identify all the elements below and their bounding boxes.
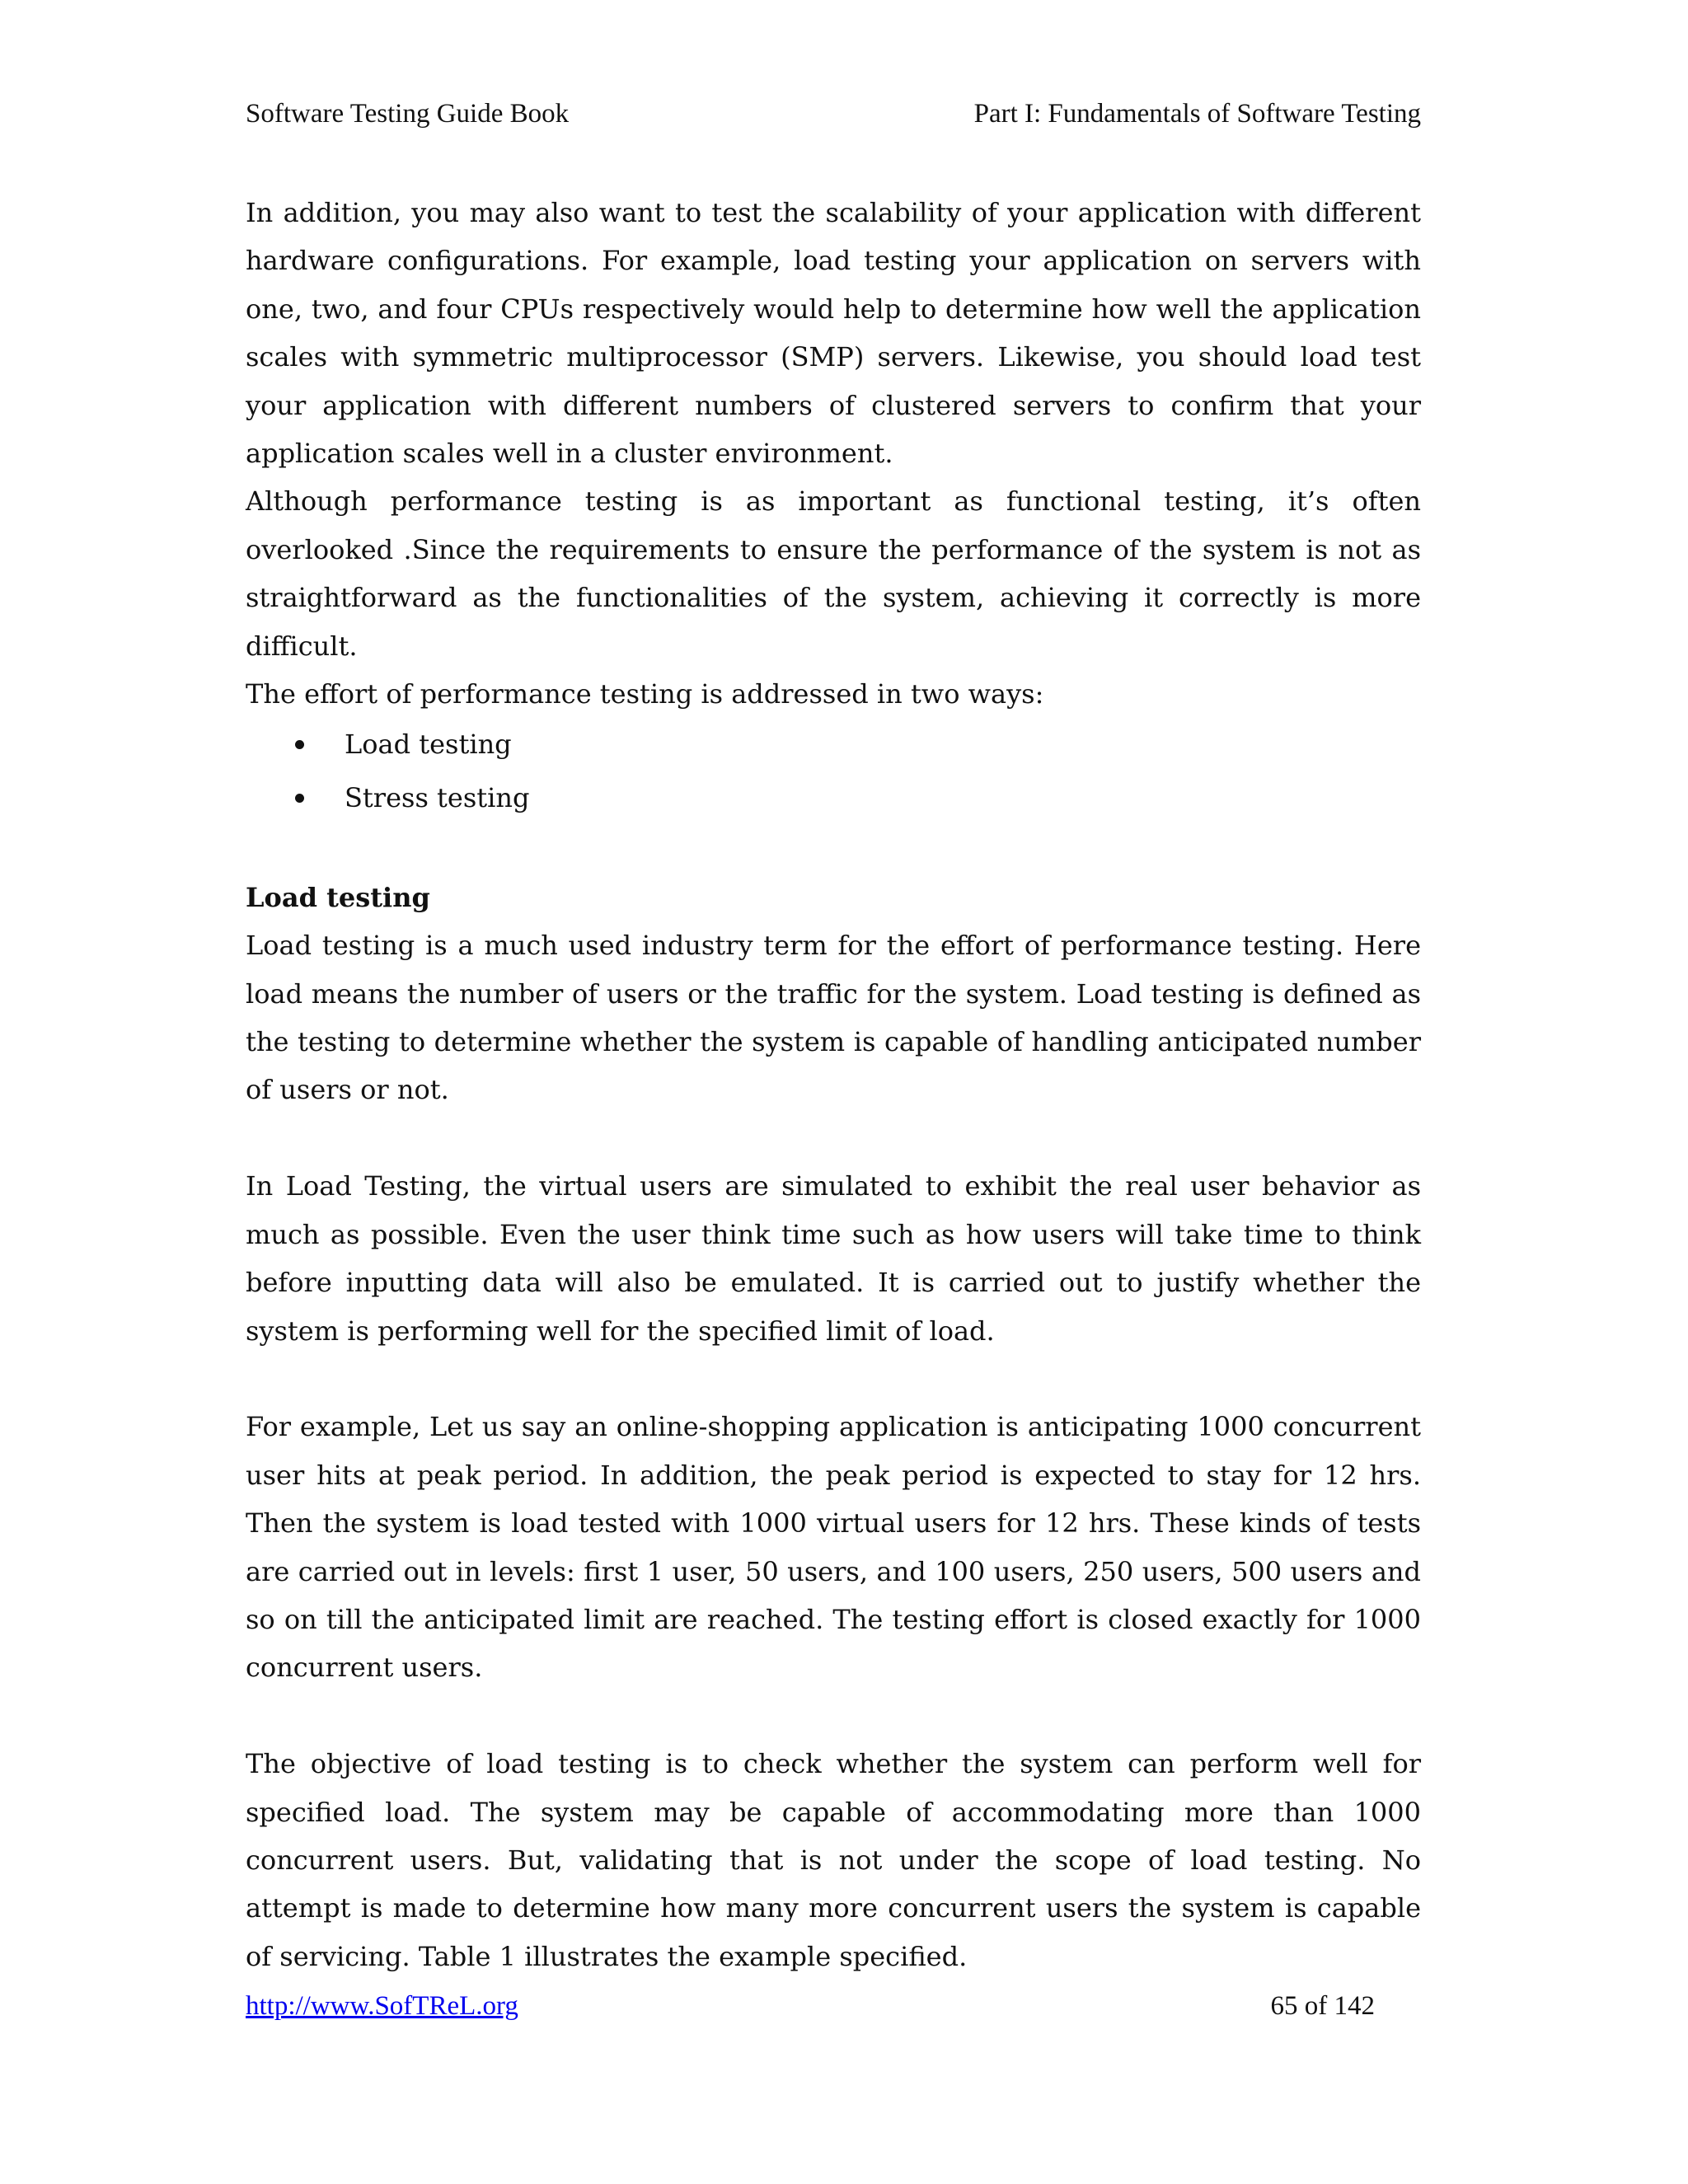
list-item [246,718,1421,771]
body-content [246,189,1421,1980]
list-item-text: Stress testing [345,782,530,814]
paragraph-objective: The objective of load testing is to check whether the system can perform well for specified load. The system may be capable of accommodating more than 1000 concurrent users. But, validating that is not under the scope of load testing. No attempt is made to determine how many more concurrent users the system is capable of servicing. Table 1 illustrates the example specified. [246,1748,1421,1972]
bullet-list [246,718,1421,825]
paragraph-example: For example, Let us say an online-shopping application is anticipating 1000 concurrent user hits at peak period. In addition, the peak period is expected to stay for 12 hrs. Then the system is load tested with 1000 virtual users for 12 hrs. These kinds of tests are carried out in levels: first 1 user, 50 users, and 100 users, 250 users, 500 users and so on till the anticipated limit are reached. The testing effort is closed exactly for 1000 concurrent users. [246,1411,1421,1684]
footer-website-link[interactable]: http://www.SofTReL.org [246,1991,518,2021]
spacer [246,1114,1421,1162]
paragraph-scalability: In addition, you may also want to test the scalability of your application with different hardware configurations. For example, load testing your application on servers with one, two, and four CPUs respectively would help to determine how well the application scales with symmetric multiprocessor (SMP) servers. Likewise, you should load test your application with different numbers of clustered servers to confirm that your application scales well in a cluster environment. [246,197,1421,470]
page-number: 65 of 142 [1270,1991,1375,2021]
paragraph-performance-overlooked: Although performance testing is as important as functional testing, it’s often overlooked .Since the requirements to ensure the performance of the system is not as straightforward as the functionalities of the system, achieving it correctly is more difficult. [246,485,1421,662]
header-part-title: Part I: Fundamentals of Software Testing [973,99,1421,129]
paragraph-two-ways: The effort of performance testing is addressed in two ways: [246,678,1044,710]
page-footer [246,1988,1375,2024]
spacer [246,1692,1421,1740]
spacer [246,825,1421,873]
paragraph-virtual-users: In Load Testing, the virtual users are simulated to exhibit the real user behavior as much as possible. Even the user think time such as how users will take time to think before inputting data will also be emulated. It is carried out to justify whether the system is performing well for the specified limit of load. [246,1170,1421,1347]
running-header [246,96,1421,132]
spacer [246,1355,1421,1403]
bullet-icon [295,794,304,803]
paragraph-load-testing-definition: Load testing is a much used industry term for the effort of performance testing. Here load means the number of users or the traffic for the system. Load testing is defined as the testing to determine whether the system is capable of handling anticipated number of users or not. [246,930,1421,1106]
header-book-title: Software Testing Guide Book [246,99,570,129]
section-heading: Load testing [246,881,430,913]
list-item-text: Load testing [345,729,512,761]
list-item [246,771,1421,825]
bullet-icon [295,740,304,749]
